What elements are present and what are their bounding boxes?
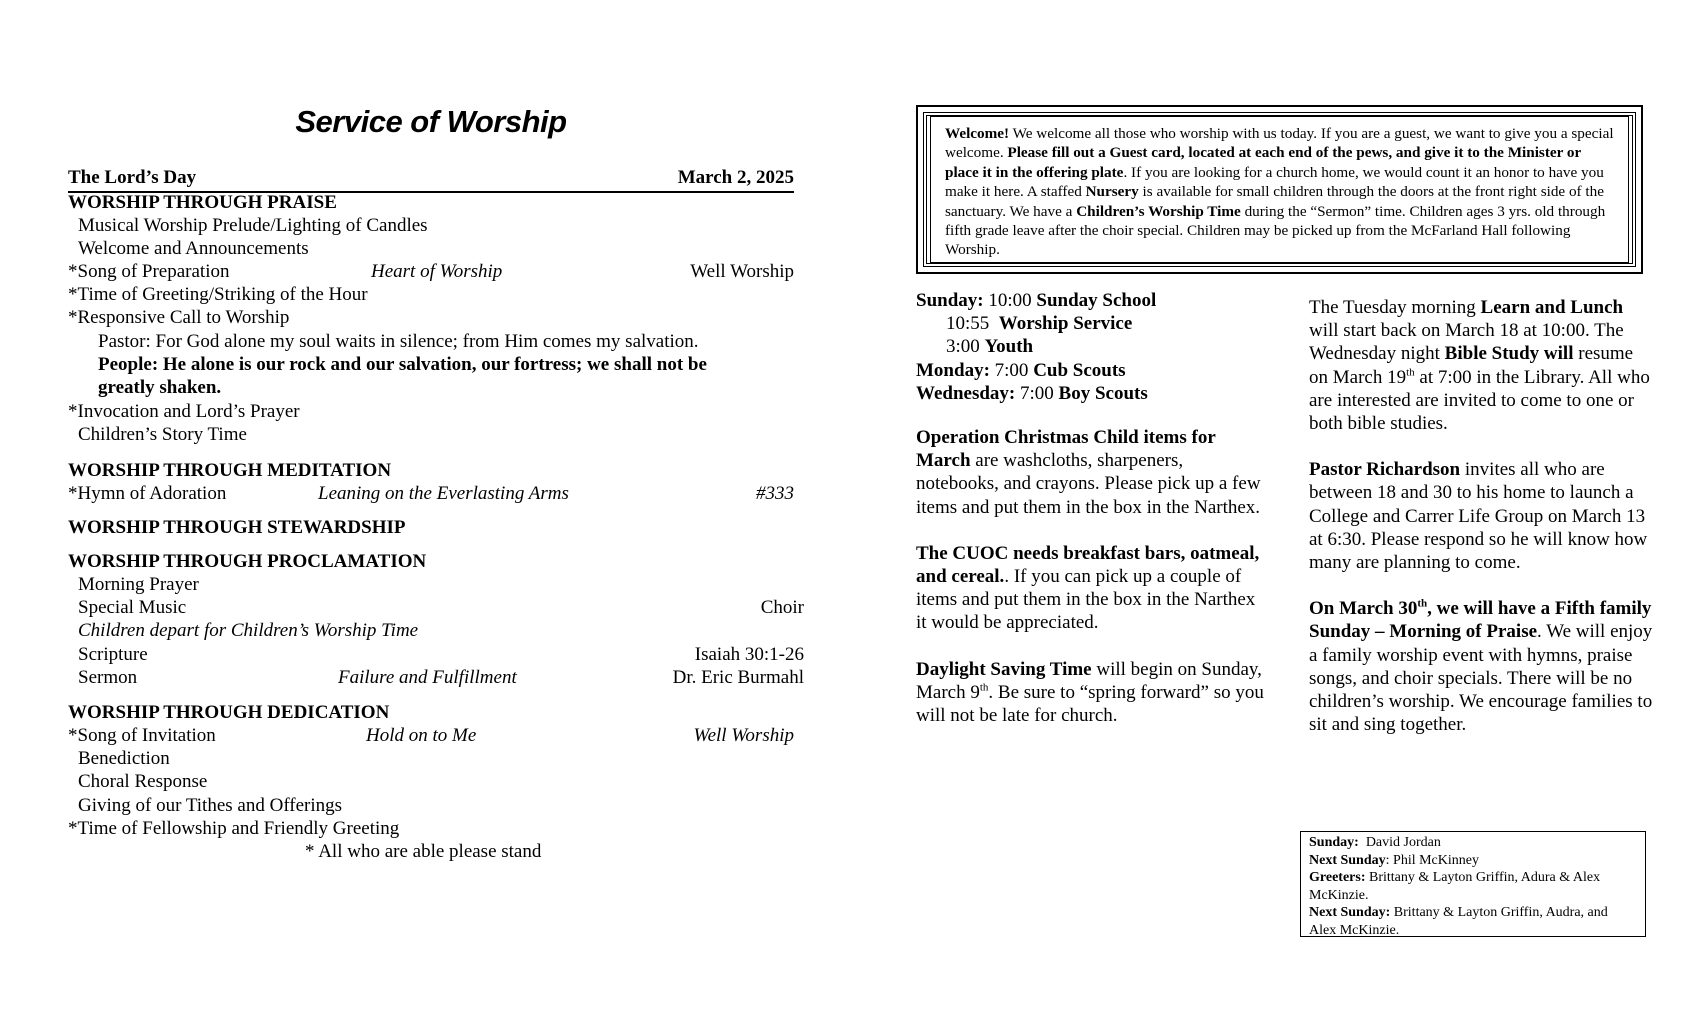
welcome-box — [916, 105, 1643, 274]
item-choral-response: Choral Response — [78, 771, 208, 792]
ushers-label: Next Sunday — [1309, 852, 1386, 868]
announcement-title: The CUOC needs breakfast bars, oatmeal, and cereal. — [916, 542, 1260, 588]
sermon-speaker: Dr. Eric Burmahl — [672, 667, 804, 688]
item-prelude: Musical Worship Prelude/Lighting of Candles — [78, 215, 428, 236]
song-source: Well Worship — [690, 261, 794, 282]
schedule-event: Youth — [984, 336, 1034, 358]
schedule-day: Wednesday: — [916, 382, 1016, 404]
ordinal-suffix: th — [979, 681, 989, 694]
announcement-text: resume on March 19 — [1309, 343, 1634, 388]
announcement-title: Operation Christmas Child items for March — [916, 427, 1216, 472]
schedule-day: Sunday: — [916, 290, 984, 311]
special-music-by: Choir — [760, 597, 804, 618]
scripture-ref: Isaiah 30:1-26 — [694, 644, 804, 665]
welcome-heading: Welcome! — [945, 125, 1010, 142]
announcement-text: will begin on Sunday, March 9 — [916, 658, 1262, 703]
item-benediction: Benediction — [78, 748, 170, 769]
item-scripture — [68, 643, 804, 666]
ushers-name: David Jordan — [1358, 835, 1441, 850]
schedule-event: Boy Scouts — [1058, 382, 1148, 404]
learn-lunch-announcement — [1309, 296, 1654, 435]
day-label: The Lord’s Day — [68, 167, 197, 188]
announcement-text: are washcloths, sharpeners, notebooks, and crayons. Please pick up a few items and put them in the box in the Narthex. — [916, 450, 1261, 518]
sermon-title: Failure and Fulfillment — [338, 667, 517, 688]
greeters-names: Brittany & Layton Griffin, Audra, and Alex McKinzie. — [1309, 905, 1608, 938]
item-sermon — [68, 666, 804, 689]
stand-note: * All who are able please stand — [305, 841, 542, 862]
item-hymn — [68, 482, 794, 505]
ushers-box — [1300, 831, 1646, 937]
item-call-to-worship: *Responsive Call to Worship — [68, 307, 290, 328]
ordinal-suffix: th — [1417, 597, 1428, 610]
section-heading-proclamation: WORSHIP THROUGH PROCLAMATION — [68, 551, 427, 572]
welcome-childrens-worship: Children’s Worship Time — [1076, 202, 1241, 220]
announcement-title: , we will have a Fifth family Sunday – Morning of Praise — [1309, 598, 1652, 643]
ushers-name: : Phil McKinney — [1385, 852, 1479, 868]
date-line — [68, 167, 794, 193]
announcement-text: will start back on March 18 at 10:00. The Wednesday night — [1309, 320, 1624, 365]
schedule-event: Worship Service — [998, 313, 1133, 335]
item-song-invitation — [68, 724, 794, 747]
announcement-title: Bible Study will — [1444, 343, 1574, 365]
welcome-guest-card: Please fill out a Guest card, located at each end of the pews, and give it to the Minister or place it in the offering plate — [945, 144, 1581, 181]
service-date: March 2, 2025 — [677, 167, 794, 188]
greeters-label: Next Sunday: — [1309, 905, 1391, 920]
announcement-text: . Be sure to “spring forward” so you will not be late for church. — [916, 681, 1264, 727]
greeters-names: Brittany & Layton Griffin, Adura & Alex McKinzie. — [1309, 870, 1601, 903]
item-label: *Song of Preparation — [68, 261, 230, 282]
hymn-title: Leaning on the Everlasting Arms — [318, 483, 569, 504]
item-welcome: Welcome and Announcements — [78, 238, 309, 259]
welcome-nursery: Nursery — [1085, 183, 1139, 201]
announcement-title: Pastor Richardson — [1309, 459, 1461, 481]
item-label: Sermon — [78, 667, 138, 688]
item-children-depart: Children depart for Children’s Worship Time — [78, 620, 419, 641]
section-heading-stewardship: WORSHIP THROUGH STEWARDSHIP — [68, 517, 406, 538]
item-invocation: *Invocation and Lord’s Prayer — [68, 401, 300, 422]
section-heading-dedication: WORSHIP THROUGH DEDICATION — [68, 702, 390, 723]
people-line-1: People: He alone is our rock and our salvation, our fortress; we shall not be — [98, 354, 707, 375]
welcome-text: . If you are looking for a church home, we would count it an honor to have you make it here. A staffed — [945, 163, 1604, 201]
page-title: Service of Worship — [295, 104, 567, 139]
schedule-day: Monday: — [916, 359, 990, 381]
welcome-text: is available for small children through the doors at the front right side of the sanctuary. We have a — [945, 183, 1604, 220]
section-heading-praise: WORSHIP THROUGH PRAISE — [68, 192, 337, 213]
announcement-title: On March 30 — [1309, 598, 1418, 620]
occ-announcement — [916, 426, 1266, 519]
song-title: Heart of Worship — [371, 261, 503, 282]
greeters-label: Greeters: — [1309, 870, 1366, 885]
schedule-event: Cub Scouts — [1033, 359, 1126, 381]
item-label: *Song of Invitation — [68, 725, 216, 746]
announcement-text: . We will enjoy a family worship event with hymns, praise songs, and choir specials. There will be no children’s worship. We encourage families to sit and sing together. — [1309, 621, 1653, 736]
item-greeting: *Time of Greeting/Striking of the Hour — [68, 284, 368, 305]
welcome-text: We welcome all those who worship with us today. If you are a guest, we want to give you a special welcome. — [945, 125, 1614, 162]
schedule-time: 10:55 — [946, 313, 999, 335]
announcements-middle — [916, 289, 1266, 727]
announcement-title: Daylight Saving Time — [916, 658, 1092, 680]
schedule-time: 7:00 — [989, 359, 1034, 381]
schedule-event: Sunday School — [1036, 290, 1157, 311]
item-fellowship: *Time of Fellowship and Friendly Greeting — [68, 818, 400, 839]
announcement-text: . If you can pick up a couple of items and put them in the box in the Narthex it would be appreciated. — [916, 566, 1256, 634]
welcome-text: during the “Sermon” time. Children ages 3 yrs. old through fifth grade leave after the choir special. Children may be picked up from the McFarland Hall following Worship. — [945, 202, 1606, 259]
announcement-title: Learn and Lunch — [1480, 297, 1624, 318]
cuoc-announcement — [916, 542, 1266, 635]
hymn-number: #333 — [756, 483, 794, 504]
item-song-preparation — [68, 260, 794, 283]
item-giving: Giving of our Tithes and Offerings — [78, 795, 343, 816]
song-title: Hold on to Me — [366, 725, 477, 746]
item-label: *Hymn of Adoration — [68, 483, 227, 504]
pastor-announcement — [1309, 458, 1654, 574]
announcement-text: The Tuesday morning — [1309, 297, 1481, 318]
item-special-music — [68, 596, 804, 619]
weekly-schedule — [916, 289, 1266, 405]
pastor-line: Pastor: For God alone my soul waits in silence; from Him comes my salvation. — [98, 331, 699, 352]
people-line-2: greatly shaken. — [98, 377, 222, 398]
schedule-time: 10:00 — [983, 290, 1037, 311]
ordinal-suffix: th — [1406, 366, 1415, 379]
announcements-right — [1309, 296, 1654, 736]
ushers-label: Sunday: — [1309, 835, 1359, 850]
song-source: Well Worship — [693, 725, 794, 746]
item-morning-prayer: Morning Prayer — [78, 574, 199, 595]
schedule-time: 3:00 — [946, 336, 985, 358]
fifth-sunday-announcement — [1309, 597, 1654, 736]
announcement-text: invites all who are between 18 and 30 to his home to launch a College and Carrer Life Group on March 13 at 6:30. Please respond so he will know how many are planning to come. — [1309, 459, 1648, 574]
schedule-time: 7:00 — [1015, 382, 1059, 404]
item-label: Scripture — [78, 644, 148, 665]
item-label: Special Music — [78, 597, 187, 618]
announcement-text: at 7:00 in the Library. All who are interested are invited to come to one or both bible studies. — [1309, 366, 1650, 435]
dst-announcement — [916, 658, 1266, 728]
item-story: Children’s Story Time — [78, 424, 247, 445]
section-heading-meditation: WORSHIP THROUGH MEDITATION — [68, 460, 392, 481]
